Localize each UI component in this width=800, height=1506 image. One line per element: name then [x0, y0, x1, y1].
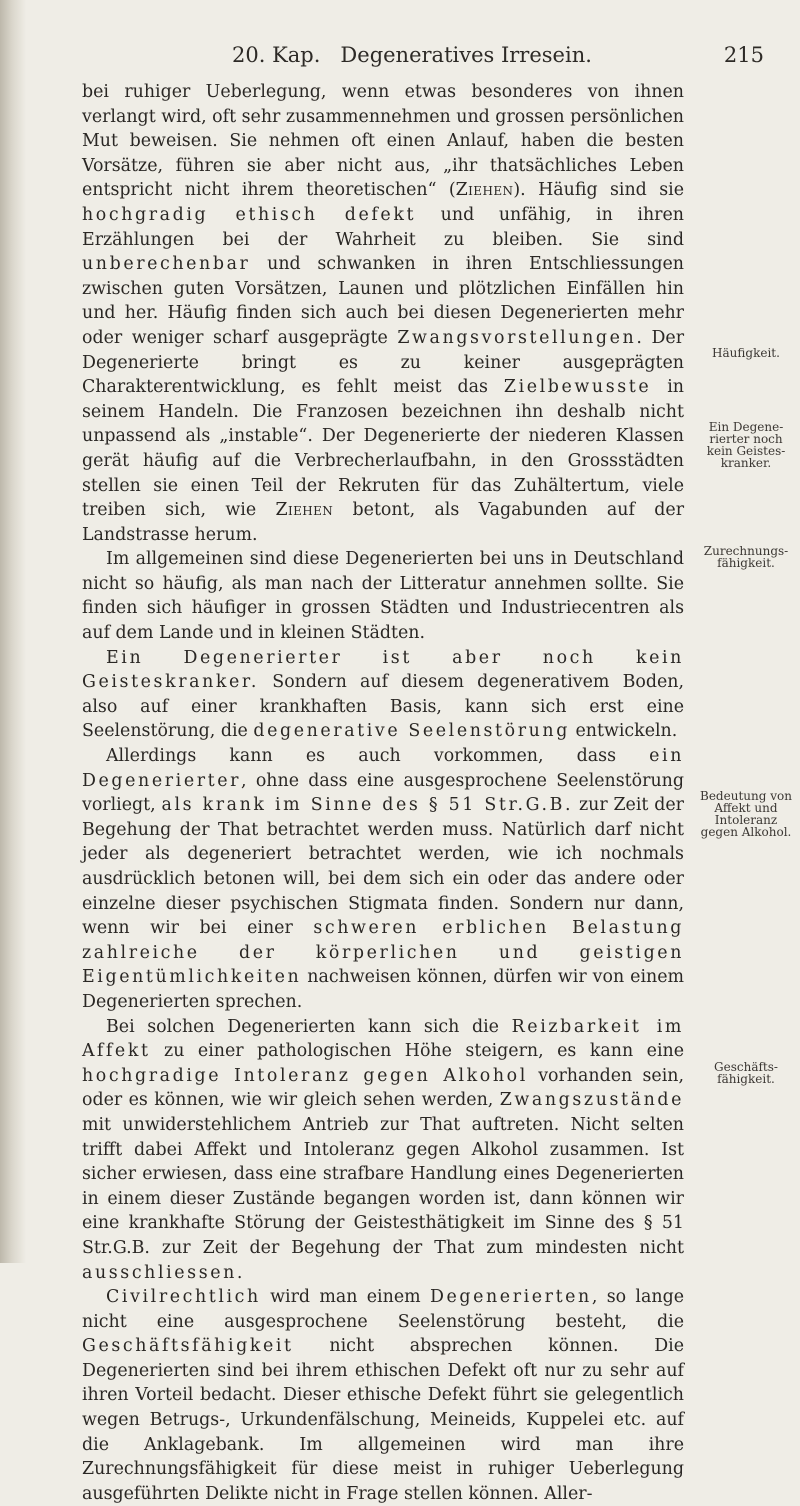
- emphasis: ausschliessen: [82, 1262, 237, 1283]
- emphasis: degenerative Seelenstörung: [253, 721, 570, 742]
- emphasis: hochgradig ethisch defekt: [82, 204, 417, 225]
- margin-note-haeufigkeit: Häufigkeit.: [712, 346, 780, 360]
- emphasis: Zielbewusste: [503, 377, 652, 398]
- emphasis: Civilrechtlich: [106, 1287, 261, 1308]
- paragraph-5: Bei solchen Degenerierten kann sich die Reizbarkeit im Affekt zu einer pathologischen Höhe steigern, es kann eine hochgradige Intoleranz gegen Alkohol vorhanden sein, oder es können, wie wir gleich sehen werden, Zwangszustände mit unwiderstehlichem Antrieb zur That auftreten. Nicht selten trifft dabei Affekt und Intoleranz gegen Alkohol zusammen. Ist sicher erwiesen, dass eine strafbare Handlung eines Degenerierten in einem dieser Zustände begangen worden ist, dann können wir eine krankhafte Störung der Geistesthätigkeit im Sinne des § 51 Str.G.B. zur Zeit der Begehung der That zum mindesten nicht ausschliessen.: [82, 1016, 684, 1283]
- margin-note-bedeutung-affekt: Bedeutung von Affekt und Intoleranz gegen Alkohol.: [700, 789, 792, 839]
- emphasis: Degenerierten: [429, 1287, 592, 1308]
- emphasis: Zwangsvorstellungen: [397, 327, 637, 348]
- emphasis: Geschäftsfähigkeit: [82, 1336, 294, 1357]
- emphasis: hochgradige Intoleranz gegen Alkohol: [82, 1065, 528, 1086]
- paragraph-3: Ein Degenerierter ist aber noch kein Geisteskranker. Sondern auf diesem degenerativem Boden, also auf einer krankhaften Basis, kann sich erst eine Seelenstörung, die degenerative Seelenstörung entwickeln.: [82, 647, 684, 742]
- emphasis: Zwangszustände: [499, 1090, 684, 1111]
- paragraph-4: Allerdings kann es auch vorkommen, dass ein Degenerierter, ohne dass eine ausgesprochene Seelenstörung vorliegt, als krank im Sinne des § 51 Str.G.B. zur Zeit der Begehung der That betrachtet werden muss. Natürlich darf nicht jeder als degeneriert betrachtet werden, wie ich nochmals ausdrücklich betonen will, bei dem sich ein oder das andere oder einzelne dieser psychischen Stigmata finden. Sondern nur dann, wenn wir bei einer schweren erblichen Belastung zahlreiche der körperlichen und geistigen Eigentümlichkeiten nachweisen können, dürfen wir von einem Degenerierten sprechen.: [82, 746, 684, 1012]
- chapter-title: 20. Kap. Degeneratives Irresein.: [232, 43, 592, 67]
- margin-note-kein-geisteskranker: Ein Degene- rierter noch kein Geistes- kranker.: [706, 420, 786, 470]
- emphasis: schweren erblichen Belastung zahlreiche der körperlichen und geistigen Eigentümlichkeiten: [82, 918, 684, 988]
- paragraph-1: bei ruhiger Ueberlegung, wenn etwas besonderes von ihnen verlangt wird, oft sehr zusammennehmen und grossen persönlichen Mut beweisen. Sie nehmen oft einen Anlauf, haben die besten Vorsätze, führen sie aber nicht aus, „ihr thatsächliches Leben entspricht nicht ihrem theoretischen“ (Ziehen). Häufig sind sie hochgradig ethisch defekt und unfähig, in ihren Erzählungen bei der Wahrheit zu bleiben. Sie sind unberechenbar und schwanken in ihren Entschliessungen zwischen guten Vorsätzen, Launen und plötzlichen Einfällen hin und her. Häufig finden sich auch bei diesen Degenerierten mehr oder weniger scharf ausgeprägte Zwangsvorstellungen. Der Degenerierte bringt es zu keiner ausgeprägten Charakterentwicklung, es fehlt meist das Zielbewusste in seinem Handeln. Die Franzosen bezeichnen ihn deshalb nicht unpassend als „instable“. Der Degenerierte der niederen Klassen gerät häufig auf die Verbrecherlaufbahn, in den Grossstädten stellen sie einen Teil der Rekruten für das Zuhältertum, viele treiben sich, wie Ziehen betont, als Vagabunden auf der Landstrasse herum.: [82, 82, 685, 545]
- emphasis: Reizbarkeit im Affekt: [82, 1016, 684, 1062]
- author-name: Ziehen: [455, 180, 514, 201]
- paragraph-2: Im allgemeinen sind diese Degenerierten bei uns in Deutschland nicht so häufig, als man nach der Litteratur annehmen sollte. Sie finden sich häufiger in grossen Städten und Industriecentren als auf dem Lande und in kleinen Städten.: [82, 549, 684, 644]
- paragraph-6: Civilrechtlich wird man einem Degenerierten, so lange nicht eine ausgesprochene Seelenstörung besteht, die Geschäftsfähigkeit nicht absprechen können. Die Degenerierten sind bei ihrem ethischen Defekt oft nur zu sehr auf ihren Vorteil bedacht. Dieser ethische Defekt führt sie gelegentlich wegen Betrugs-, Urkundenfälschung, Meineids, Kuppelei etc. auf die Anklagebank. Im allgemeinen wird man ihre Zurechnungsfähigkeit für diese meist in ruhiger Ueberlegung ausgeführten Delikte nicht in Frage stellen können. Aller-: [82, 1287, 684, 1504]
- emphasis: als krank im Sinne des § 51 Str.G.B.: [161, 795, 574, 816]
- emphasis: ein Degenerierter: [82, 746, 684, 791]
- emphasis: unberechenbar: [82, 254, 251, 275]
- author-name: Ziehen: [275, 500, 334, 521]
- page-gutter-shadow: [0, 0, 26, 1263]
- emphasis: Ein Degenerierter ist aber noch kein Geisteskranker.: [82, 647, 684, 693]
- page-number: 215: [723, 43, 764, 67]
- body-text: [82, 80, 684, 1506]
- margin-note-geschaeftsfaehigkeit: Geschäfts- fähigkeit.: [714, 1060, 778, 1086]
- margin-note-zurechnungsfaehigkeit: Zurechnungs- fähigkeit.: [703, 544, 789, 570]
